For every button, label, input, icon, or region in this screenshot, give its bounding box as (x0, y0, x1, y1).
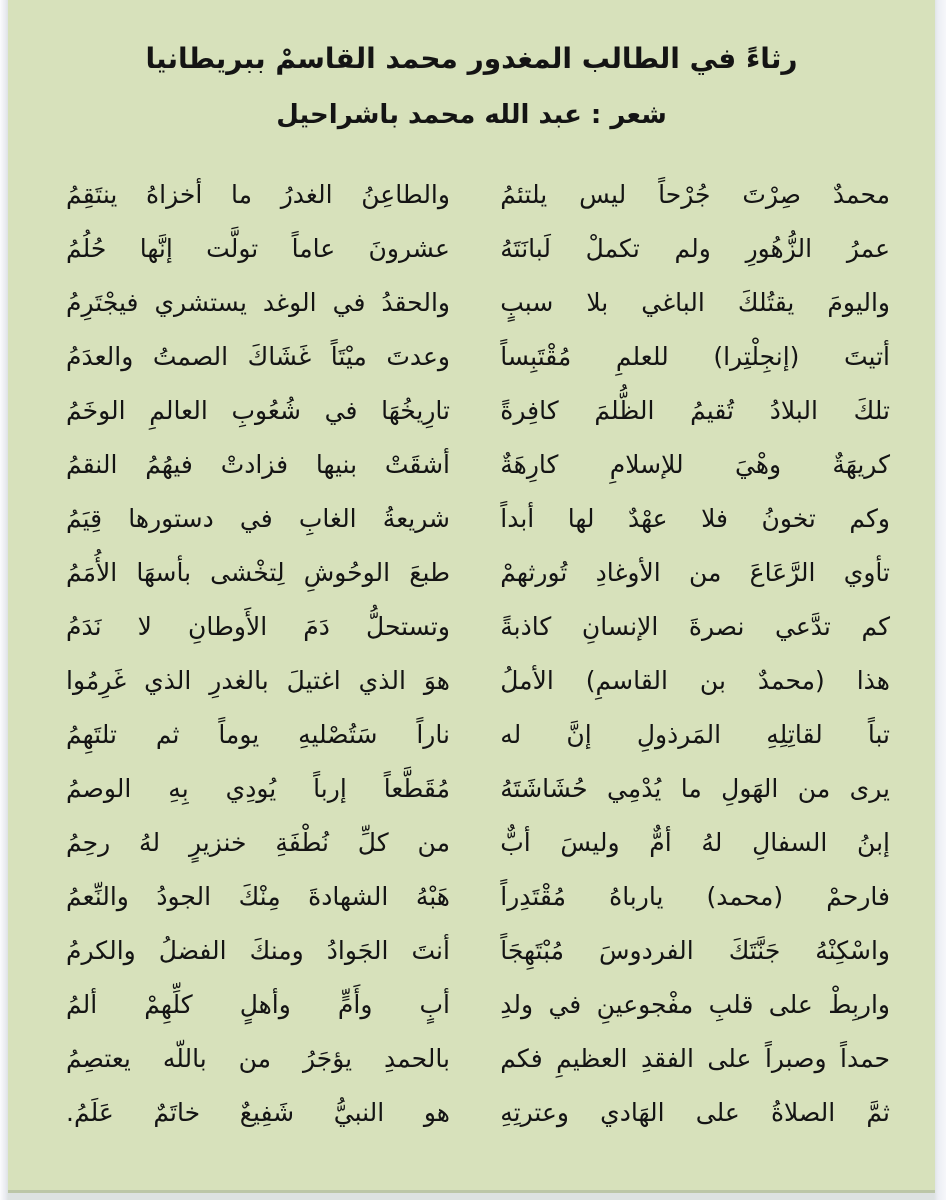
verse-first-hemistich: فارحمْ (محمد) يارباهُ مُقْتَدِراً (500, 882, 890, 911)
verse-first-hemistich: ثمَّ الصلاةُ على الهَادي وعترتِهِ (500, 1098, 890, 1127)
poem-title: رثاءً في الطالب المغدور محمد القاسمْ ببريطانيا (145, 42, 798, 75)
verse-row (66, 762, 890, 816)
verse-second-hemistich: هوَ الذي اغتيلَ بالغدرِ الذي غَرِمُوا (66, 666, 450, 695)
verse-second-hemistich: مُقَطَّعاً إرباً يُودِي بِهِ الوصمُ (66, 774, 450, 803)
verse-second-hemistich: والحقدُ في الوغد يستشري فيجْتَرِمُ (66, 288, 450, 317)
verse-row (66, 924, 890, 978)
verse-first-hemistich: تأوي الرَّعَاعَ من الأوغادِ تُورثهمْ (500, 558, 890, 587)
verse-second-hemistich: ناراً سَتُصْليهِ يوماً ثم تلتَهِمُ (66, 720, 450, 749)
verse-second-hemistich: أشقَتْ بنيها فزادتْ فيهُمُ النقمُ (66, 450, 450, 479)
verse-row (66, 330, 890, 384)
verse-row (66, 978, 890, 1032)
verse-second-hemistich: بالحمدِ يؤجَرُ من باللّه يعتصِمُ (66, 1044, 450, 1073)
verse-first-hemistich: عمرُ الزُّهُورِ ولم تكملْ لَبانَتَهُ (500, 234, 890, 263)
verse-first-hemistich: واسْكِنْهُ جَنَّتَكَ الفردوسَ مُبْتَهِجَاً (500, 936, 890, 965)
verse-row (66, 222, 890, 276)
verse-second-hemistich: وتستحلُّ دَمَ الأَوطانِ لا نَدَمُ (66, 612, 450, 641)
verse-row (66, 870, 890, 924)
poem-byline: شعر : عبد الله محمد باشراحيل (276, 100, 667, 130)
verse-row (66, 600, 890, 654)
verse-row (66, 654, 890, 708)
verse-row (66, 816, 890, 870)
verse-first-hemistich: وكم تخونُ فلا عهْدٌ لها أبداً (500, 504, 890, 533)
verse-second-hemistich: طبعَ الوحُوشِ لِتخْشى بأسهَا الأُمَمُ (66, 558, 450, 587)
verse-first-hemistich: واربِطْ على قلبِ مفْجوعينِ في ولدِ (500, 990, 890, 1019)
verse-first-hemistich: هذا (محمدٌ بن القاسمِ) الأملُ (500, 666, 890, 695)
verse-row (66, 438, 890, 492)
verse-second-hemistich: تارِيخُهَا في شُعُوبِ العالمِ الوخَمُ (66, 396, 450, 425)
verse-second-hemistich: عشرونَ عاماً تولَّت إنَّها حُلُمُ (66, 234, 450, 263)
verse-row (66, 546, 890, 600)
verse-first-hemistich: حمداً وصبراً على الفقدِ العظيمِ فكم (500, 1044, 890, 1073)
verse-second-hemistich: أبٍ وأَمٍّ وأهلٍ كلِّهِمْ ألمُ (66, 990, 450, 1019)
verse-row (66, 1032, 890, 1086)
verse-first-hemistich: تباً لقاتِلِهِ المَرذولِ إنَّ له (500, 720, 890, 749)
title-block (8, 0, 935, 134)
verse-second-hemistich: هو النبيُّ شَفِيعٌ خاتَمٌ عَلَمُ. (66, 1098, 450, 1127)
verse-first-hemistich: تلكَ البلادُ تُقيمُ الظُّلمَ كافِرةً (500, 396, 890, 425)
verse-row (66, 276, 890, 330)
verse-second-hemistich: شريعةُ الغابِ في دستورها قِيَمُ (66, 504, 450, 533)
verse-second-hemistich: وعدتَ ميْتَاً غَشَاكَ الصمتُ والعدَمُ (66, 342, 450, 371)
verses-container (8, 168, 935, 1140)
verse-second-hemistich: والطاعِنُ الغدرُ ما أخزاهُ ينتَقِمُ (66, 180, 450, 209)
verse-row (66, 708, 890, 762)
poem-page (8, 0, 935, 1193)
verse-first-hemistich: واليومَ يقتُلكَ الباغي بلا سببٍ (500, 288, 890, 317)
verse-row (66, 168, 890, 222)
verse-row (66, 492, 890, 546)
verse-second-hemistich: أنتَ الجَوادُ ومنكَ الفضلُ والكرمُ (66, 936, 450, 965)
verse-first-hemistich: يرى من الهَولِ ما يُدْمِي حُشَاشَتَهُ (500, 774, 890, 803)
verse-first-hemistich: محمدٌ صِرْتَ جُرْحاً ليس يلتئمُ (500, 180, 890, 209)
verse-first-hemistich: كم تدَّعي نصرةَ الإنسانِ كاذبةً (500, 612, 890, 641)
verse-row (66, 1086, 890, 1140)
verse-row (66, 384, 890, 438)
verse-first-hemistich: أتيتَ (إنجِلْتِرا) للعلمِ مُقْتَبِساً (500, 342, 890, 371)
verse-second-hemistich: هَبْهُ الشهادةَ مِنْكَ الجودُ والنِّعمُ (66, 882, 450, 911)
verse-first-hemistich: إبنُ السفالِ لهُ أمٌّ وليسَ أبٌّ (500, 828, 890, 857)
verse-second-hemistich: من كلِّ نُطْفَةِ خنزيرٍ لهُ رحِمُ (66, 828, 450, 857)
verse-first-hemistich: كريهَةٌ وهْيَ للإسلامِ كارِهَةٌ (500, 450, 890, 479)
